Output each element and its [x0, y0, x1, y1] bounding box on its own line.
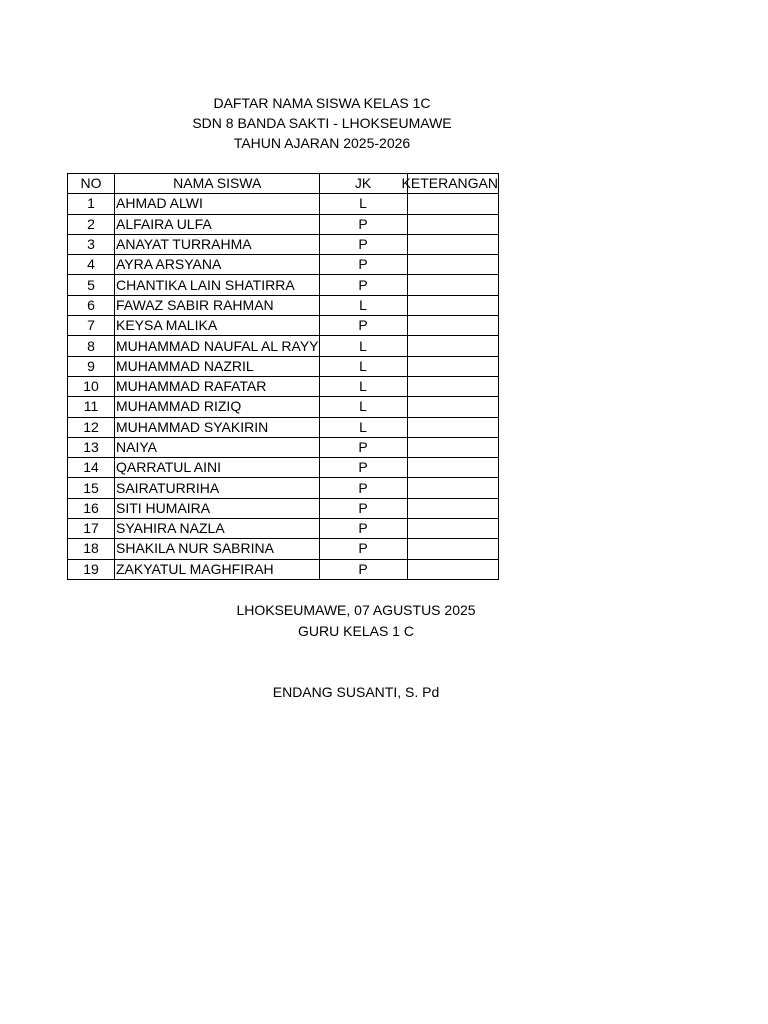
student-name: QARRATUL AINI — [115, 458, 320, 478]
row-number: 9 — [68, 356, 115, 376]
student-note — [407, 539, 498, 559]
row-number: 7 — [68, 316, 115, 336]
student-gender: P — [319, 458, 407, 478]
row-number: 18 — [68, 539, 115, 559]
student-note — [407, 214, 498, 234]
table-row — [68, 214, 499, 234]
student-gender: P — [319, 214, 407, 234]
document-header — [76, 93, 568, 153]
column-header-name: NAMA SISWA — [115, 174, 320, 194]
student-gender: P — [319, 255, 407, 275]
student-gender: P — [319, 519, 407, 539]
row-number: 16 — [68, 498, 115, 518]
student-note — [407, 478, 498, 498]
student-gender: L — [319, 356, 407, 376]
row-number: 8 — [68, 336, 115, 356]
table-row — [68, 539, 499, 559]
student-note — [407, 356, 498, 376]
table-row — [68, 519, 499, 539]
student-name: SAIRATURRIHA — [115, 478, 320, 498]
row-number: 13 — [68, 437, 115, 457]
row-number: 14 — [68, 458, 115, 478]
student-name: NAIYA — [115, 437, 320, 457]
document-title: DAFTAR NAMA SISWA KELAS 1C — [213, 95, 431, 111]
table-row — [68, 559, 499, 579]
table-row — [68, 478, 499, 498]
row-number: 19 — [68, 559, 115, 579]
table-row — [68, 255, 499, 275]
student-gender: P — [319, 478, 407, 498]
student-gender: P — [319, 498, 407, 518]
table-header-row — [68, 174, 499, 194]
student-note — [407, 275, 498, 295]
student-name: MUHAMMAD SYAKIRIN — [115, 417, 320, 437]
student-gender: P — [319, 559, 407, 579]
column-header-keterangan — [401, 174, 498, 194]
school-name: SDN 8 BANDA SAKTI - LHOKSEUMAWE — [192, 115, 452, 131]
student-gender: P — [319, 316, 407, 336]
student-name: MUHAMMAD RIZIQ — [115, 397, 320, 417]
column-header-keterangan-label: KETERANGAN — [401, 175, 498, 192]
student-note — [407, 397, 498, 417]
table-row — [68, 458, 499, 478]
student-roster-table — [67, 173, 499, 580]
table-row — [68, 336, 499, 356]
table-row — [68, 234, 499, 254]
student-name: SHAKILA NUR SABRINA — [115, 539, 320, 559]
column-header-jk: JK — [319, 174, 407, 194]
student-note — [407, 376, 498, 396]
row-number: 11 — [68, 397, 115, 417]
student-note — [407, 417, 498, 437]
table-row — [68, 295, 499, 315]
student-name: ZAKYATUL MAGHFIRAH — [115, 559, 320, 579]
student-note — [407, 519, 498, 539]
row-number: 1 — [68, 194, 115, 214]
table-row — [68, 194, 499, 214]
student-gender: P — [319, 234, 407, 254]
student-name: ANAYAT TURRAHMA — [115, 234, 320, 254]
student-name: SYAHIRA NAZLA — [115, 519, 320, 539]
student-name: FAWAZ SABIR RAHMAN — [115, 295, 320, 315]
student-name: SITI HUMAIRA — [115, 498, 320, 518]
row-number: 15 — [68, 478, 115, 498]
student-note — [407, 194, 498, 214]
row-number: 2 — [68, 214, 115, 234]
table-row — [68, 437, 499, 457]
student-note — [407, 255, 498, 275]
place-date: LHOKSEUMAWE, 07 AGUSTUS 2025 — [236, 602, 476, 618]
student-gender: L — [319, 194, 407, 214]
student-gender: P — [319, 539, 407, 559]
student-note — [407, 498, 498, 518]
academic-year: TAHUN AJARAN 2025-2026 — [233, 135, 411, 151]
student-note — [407, 295, 498, 315]
student-name: MUHAMMAD RAFATAR — [115, 376, 320, 396]
row-number: 17 — [68, 519, 115, 539]
column-header-no: NO — [68, 174, 115, 194]
signer-name: ENDANG SUSANTI, S. Pd — [272, 684, 440, 700]
student-name: AHMAD ALWI — [115, 194, 320, 214]
student-note — [407, 336, 498, 356]
row-number: 5 — [68, 275, 115, 295]
student-note — [407, 559, 498, 579]
student-name: KEYSA MALIKA — [115, 316, 320, 336]
table-row — [68, 275, 499, 295]
row-number: 4 — [68, 255, 115, 275]
student-name: MUHAMMAD NAZRIL — [115, 356, 320, 376]
signer-role: GURU KELAS 1 C — [298, 623, 414, 639]
student-note — [407, 316, 498, 336]
student-note — [407, 437, 498, 457]
student-name: ALFAIRA ULFA — [115, 214, 320, 234]
student-gender: P — [319, 437, 407, 457]
student-gender: L — [319, 336, 407, 356]
row-number: 3 — [68, 234, 115, 254]
student-note — [407, 234, 498, 254]
student-gender: P — [319, 275, 407, 295]
row-number: 6 — [68, 295, 115, 315]
student-name: MUHAMMAD NAUFAL AL RAYY — [115, 336, 320, 356]
table-row — [68, 316, 499, 336]
student-gender: L — [319, 295, 407, 315]
student-gender: L — [319, 376, 407, 396]
table-row — [68, 417, 499, 437]
student-gender: L — [319, 397, 407, 417]
table-row — [68, 376, 499, 396]
student-note — [407, 458, 498, 478]
row-number: 12 — [68, 417, 115, 437]
student-name: CHANTIKA LAIN SHATIRRA — [115, 275, 320, 295]
table-row — [68, 397, 499, 417]
table-row — [68, 498, 499, 518]
table-row — [68, 356, 499, 376]
row-number: 10 — [68, 376, 115, 396]
student-gender: L — [319, 417, 407, 437]
student-name: AYRA ARSYANA — [115, 255, 320, 275]
